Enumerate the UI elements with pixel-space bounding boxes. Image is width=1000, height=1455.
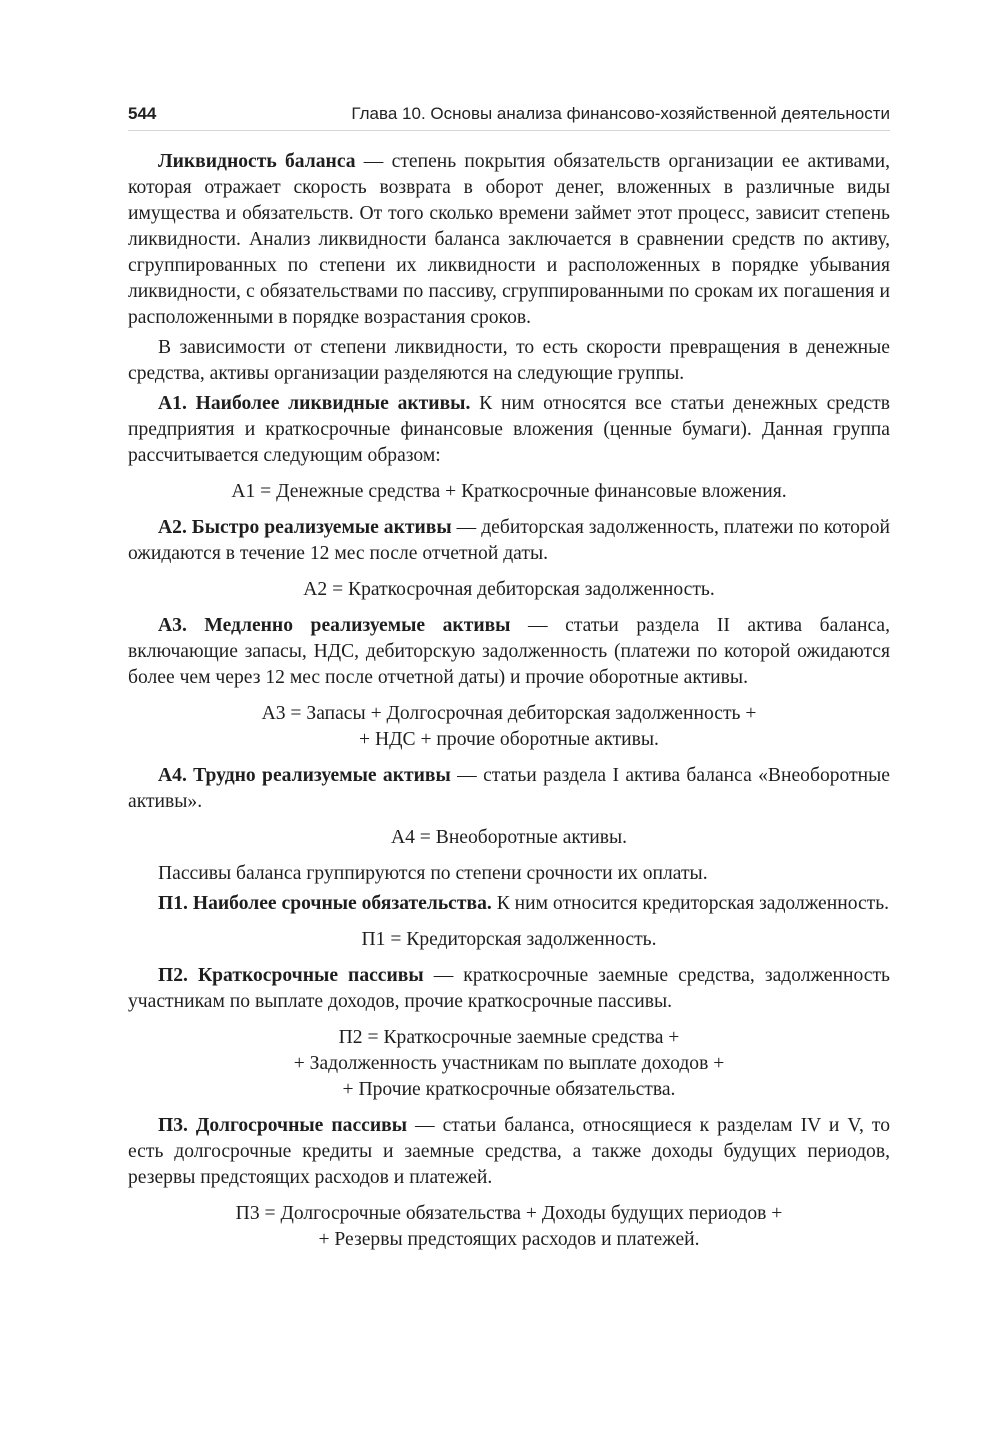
formula-line: + Резервы предстоящих расходов и платежей. [318,1229,700,1250]
formula-line: + Задолженность участникам по выплате доходов + [293,1053,725,1074]
p2-paragraph [128,963,890,1015]
a4-paragraph [128,763,890,815]
p1-term: П1. Наиболее срочные обязательства. [158,893,492,914]
a3-term: А3. Медленно реализуемые активы [158,615,511,636]
formula-line: П3 = Долгосрочные обязательства + Доходы будущих периодов + [235,1203,783,1224]
p2-term: П2. Краткосрочные пассивы [158,965,424,986]
intro-paragraph [128,149,890,331]
formula-line: + Прочие краткосрочные обязательства. [342,1079,676,1100]
a1-text: К ним относятся все статьи денежных средств предприятия и краткосрочные финансовые вложения (ценные бумаги). Данная группа рассчитывается следующим образом: [128,393,890,466]
page-content [128,149,890,1253]
intro-text: — степень покрытия обязательств организации ее активами, которая отражает скорость возврата в оборот денег, вложенных в различные виды имущества и обязательств. От того сколько времени займет этот процесс, зависит степень ликвидности. Анализ ликвидности баланса заключается в сравнении средств по активу, сгруппированных по степени их ликвидности и расположенных в порядке убывания ликвидности, с обязательствами по пассиву, сгруппированными по срокам их погашения и расположенными в порядке возрастания сроков. [128,151,890,328]
a4-term: А4. Трудно реализуемые активы [158,765,451,786]
p3-paragraph [128,1113,890,1191]
running-header [128,104,890,131]
p1-formula [128,927,890,953]
intro-term: Ликвидность баланса [158,151,356,172]
p3-formula [128,1201,890,1253]
liabilities-intro-paragraph: Пассивы баланса группируются по степени срочности их оплаты. [158,863,708,884]
formula-line: А3 = Запасы + Долгосрочная дебиторская задолженность + [261,703,757,724]
a1-term: А1. Наиболее ликвидные активы. [158,393,471,414]
formula-line: П1 = Кредиторская задолженность. [361,929,657,950]
p2-formula [128,1025,890,1103]
a1-formula [128,479,890,505]
a2-formula [128,577,890,603]
a2-text: — дебиторская задолженность, платежи по которой ожидаются в течение 12 мес после отчетной даты. [128,517,890,564]
p1-paragraph [128,891,890,917]
a2-paragraph [128,515,890,567]
a1-paragraph [128,391,890,469]
formula-line: + НДС + прочие оборотные активы. [359,729,659,750]
a3-text: — статьи раздела II актива баланса, включающие запасы, НДС, дебиторскую задолженность (платежи по которой ожидаются более чем через 12 мес после отчетной даты) и прочие оборотные активы. [128,615,890,688]
p1-text: К ним относится кредиторская задолженность. [491,893,890,914]
p2-text: — краткосрочные заемные средства, задолженность участникам по выплате доходов, прочие краткосрочные пассивы. [128,965,890,1012]
formula-line: А2 = Краткосрочная дебиторская задолженность. [303,579,715,600]
a3-paragraph [128,613,890,691]
a4-text: — статьи раздела I актива баланса «Внеоборотные активы». [128,765,890,812]
formula-line: А1 = Денежные средства + Краткосрочные финансовые вложения. [231,481,787,502]
a2-term: А2. Быстро реализуемые активы [158,517,452,538]
a3-formula [128,701,890,753]
page-number: 544 [128,104,157,123]
p3-text: — статьи баланса, относящиеся к разделам IV и V, то есть долгосрочные кредиты и заемные средства, а также доходы будущих периодов, резервы предстоящих расходов и платежей. [128,1115,890,1188]
formula-line: А4 = Внеоборотные активы. [390,827,628,848]
chapter-title: Глава 10. Основы анализа финансово-хозяйственной деятельности [351,104,890,123]
groups-intro-paragraph: В зависимости от степени ликвидности, то есть скорости превращения в денежные средства, активы организации разделяются на следующие группы. [128,337,890,384]
formula-line: П2 = Краткосрочные заемные средства + [338,1027,680,1048]
a4-formula [128,825,890,851]
p3-term: П3. Долгосрочные пассивы [158,1115,408,1136]
